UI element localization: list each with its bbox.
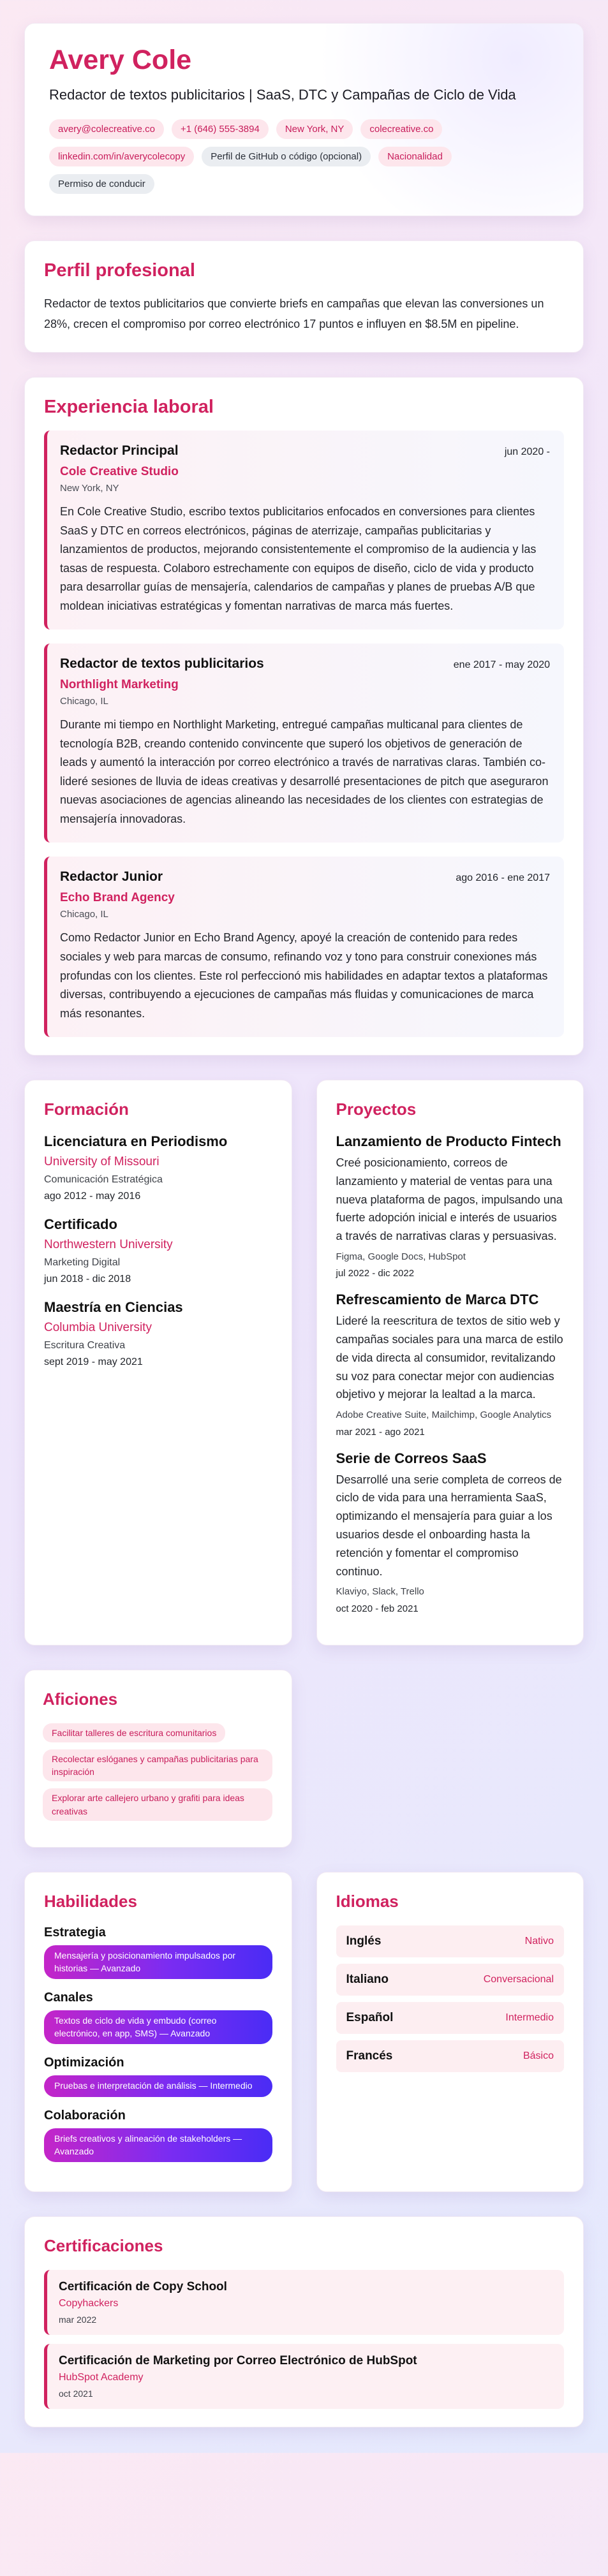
project-entry	[336, 1450, 565, 1614]
education-entry	[44, 1216, 272, 1285]
education-title: Formación	[44, 1100, 129, 1119]
job-location: Chicago, IL	[60, 696, 108, 707]
certification-entry	[44, 2270, 564, 2335]
hobbies-title: Aficiones	[43, 1689, 118, 1709]
summary-title: Perfil profesional	[44, 260, 195, 281]
email-chip[interactable]: avery@colecreative.co	[49, 119, 164, 139]
job-description: En Cole Creative Studio, escribo textos publicitarios enfocados en conversiones para clientes SaaS y DTC en correos electrónicos, páginas de aterrizaje, campañas publicitarias y lanzamientos de productos, mejorando consistentemente el compromiso de la audiencia y las tasas de respuesta. Colaboro estrechamente con equipos de diseño, ciclo de vida y producto para desarrollar guías de mensajería, calendarios de campañas y planes de pruebas A/B que moldean iniciativas estratégicas y fomentan narrativas de marca más fuertes.	[60, 505, 537, 612]
website-chip[interactable]: colecreative.co	[360, 119, 442, 139]
job-dates: jun 2020 -	[504, 446, 550, 458]
education-degree: Maestría en Ciencias	[44, 1299, 183, 1316]
skill-pill: Textos de ciclo de vida y embudo (correo electrónico, en app, SMS) — Avanzado	[44, 2010, 272, 2044]
certification-date: oct 2021	[59, 2388, 93, 2399]
languages-section	[316, 1872, 584, 2192]
job-description: Como Redactor Junior en Echo Brand Agency, apoyé la creación de contenido para redes sociales y web para marcas de consumo, refinando voz y tono para construir conexiones más profundas con los clientes. Este rol perfeccionó mis habilidades en adaptar textos a plataformas diversas, contribuyendo a ejecuciones de campañas más fluidas y comunicaciones de marca más resonantes.	[60, 931, 548, 1020]
phone-chip[interactable]: +1 (646) 555-3894	[172, 119, 269, 139]
language-level: Conversacional	[483, 1974, 554, 1985]
skills-languages-row	[24, 1872, 584, 2192]
skills-section	[24, 1872, 292, 2192]
summary-section	[24, 240, 584, 353]
hobby-chip: Recolectar eslóganes y campañas publicitarias para inspiración	[43, 1749, 272, 1782]
skill-category: Colaboración	[44, 2109, 126, 2123]
education-dates: ago 2012 - may 2016	[44, 1191, 141, 1202]
certification-issuer: HubSpot Academy	[59, 2372, 144, 2383]
driving-license-chip: Permiso de conducir	[49, 174, 154, 194]
header-card	[24, 23, 584, 216]
contact-chips	[49, 119, 563, 194]
linkedin-chip[interactable]: linkedin.com/in/averycolecopy	[49, 147, 194, 166]
certification-name: Certificación de Copy School	[59, 2280, 227, 2294]
certifications-section	[24, 2216, 584, 2427]
education-field: Comunicación Estratégica	[44, 1174, 163, 1186]
language-name: Italiano	[346, 1973, 389, 1987]
education-degree: Certificado	[44, 1216, 117, 1233]
hobbies-section	[24, 1670, 292, 1848]
education-school: University of Missouri	[44, 1155, 159, 1169]
education-entry	[44, 1299, 272, 1368]
education-school: Northwestern University	[44, 1238, 173, 1252]
languages-title: Idiomas	[336, 1892, 399, 1911]
project-tools: Adobe Creative Suite, Mailchimp, Google Analytics	[336, 1409, 552, 1421]
projects-section	[316, 1080, 584, 1645]
project-description: Desarrollé una serie completa de correos de ciclo de vida para una herramienta SaaS, optimizando el mensajería para guiar a los usuarios desde el onboarding hasta la retención y fomentar el compromiso continuo.	[336, 1473, 562, 1578]
education-field: Escritura Creativa	[44, 1340, 126, 1351]
job-title: Redactor Junior	[60, 869, 163, 885]
job-dates: ago 2016 - ene 2017	[456, 872, 550, 884]
hobby-chip: Facilitar talleres de escritura comunitarios	[43, 1723, 225, 1742]
skill-group	[44, 2109, 272, 2162]
project-description: Lideré la reescritura de textos de sitio web y campañas sociales para una marca de estilo de vida directa al consumidor, revitalizando su voz para conectar mejor con audiencias objetivo y mejorar la lealtad a la marca.	[336, 1314, 563, 1401]
education-school: Columbia University	[44, 1321, 152, 1335]
education-section	[24, 1080, 292, 1645]
project-name: Lanzamiento de Producto Fintech	[336, 1133, 561, 1150]
job-title: Redactor Principal	[60, 443, 179, 459]
language-name: Francés	[346, 2049, 393, 2063]
job-dates: ene 2017 - may 2020	[453, 659, 550, 671]
project-entry	[336, 1292, 565, 1437]
skill-group	[44, 1991, 272, 2044]
headline: Redactor de textos publicitarios | SaaS, DTC y Campañas de Ciclo de Vida	[49, 87, 516, 103]
project-entry	[336, 1133, 565, 1279]
project-name: Serie de Correos SaaS	[336, 1450, 487, 1466]
language-level: Nativo	[524, 1936, 554, 1947]
language-level: Intermedio	[505, 2012, 554, 2024]
language-row	[336, 2040, 565, 2072]
experience-section	[24, 377, 584, 1056]
skills-title: Habilidades	[44, 1892, 137, 1911]
github-chip[interactable]: Perfil de GitHub o código (opcional)	[202, 147, 371, 166]
job-company: Cole Creative Studio	[60, 465, 179, 479]
job-location: Chicago, IL	[60, 909, 108, 920]
project-description: Creé posicionamiento, correos de lanzamiento y material de ventas para una nueva plataforma de pagos, impulsando una fuerte adopción inicial e interés de usuarios a través de narrativas claras y persuasivas.	[336, 1156, 563, 1243]
job-company: Northlight Marketing	[60, 678, 179, 692]
job-description: Durante mi tiempo en Northlight Marketing, entregué campañas multicanal para clientes de tecnología B2B, creando contenido convincente que superó los objetivos de generación de leads y aumentó la interacción por correo electrónico a través de narrativas claras. También co-lideré sesiones de lluvia de ideas creativas y desarrollé presentaciones de pitch que aseguraron nuevas asociaciones de agencias alineando las necesidades de los clientes con estrategias de mensajería innovadoras.	[60, 718, 549, 825]
education-dates: jun 2018 - dic 2018	[44, 1274, 131, 1285]
education-projects-row	[24, 1080, 584, 1645]
certification-entry	[44, 2344, 564, 2409]
education-field: Marketing Digital	[44, 1257, 121, 1269]
skill-category: Canales	[44, 1991, 93, 2005]
job-entry	[44, 857, 564, 1037]
project-dates: oct 2020 - feb 2021	[336, 1603, 419, 1614]
job-entry	[44, 644, 564, 843]
language-row	[336, 2002, 565, 2034]
project-dates: jul 2022 - dic 2022	[336, 1268, 415, 1279]
skill-group	[44, 2056, 272, 2097]
skill-category: Estrategia	[44, 1925, 106, 1940]
experience-title: Experiencia laboral	[44, 397, 214, 418]
certifications-title: Certificaciones	[44, 2236, 163, 2256]
skill-group	[44, 1925, 272, 1979]
skill-pill: Pruebas e interpretación de análisis — Intermedio	[44, 2075, 272, 2097]
skill-category: Optimización	[44, 2056, 124, 2070]
project-tools: Klaviyo, Slack, Trello	[336, 1586, 424, 1598]
job-title: Redactor de textos publicitarios	[60, 656, 264, 672]
project-dates: mar 2021 - ago 2021	[336, 1426, 425, 1438]
education-entry	[44, 1133, 272, 1202]
education-degree: Licenciatura en Periodismo	[44, 1133, 228, 1150]
certification-issuer: Copyhackers	[59, 2298, 119, 2309]
language-name: Español	[346, 2011, 394, 2025]
candidate-name: Avery Cole	[49, 45, 192, 75]
language-level: Básico	[523, 2050, 554, 2062]
certification-name: Certificación de Marketing por Correo Electrónico de HubSpot	[59, 2354, 417, 2368]
summary-text: Redactor de textos publicitarios que convierte briefs en campañas que elevan las conversiones un 28%, crecen el compromiso por correo electrónico 17 puntos e influyen en $8.5M en pipeline.	[44, 297, 544, 330]
language-row	[336, 1925, 565, 1957]
language-name: Inglés	[346, 1934, 382, 1948]
hobby-chip: Explorar arte callejero urbano y grafiti para ideas creativas	[43, 1788, 272, 1821]
job-entry	[44, 431, 564, 629]
project-tools: Figma, Google Docs, HubSpot	[336, 1251, 466, 1263]
job-location: New York, NY	[60, 483, 119, 494]
certification-date: mar 2022	[59, 2315, 97, 2325]
skill-pill: Briefs creativos y alineación de stakeholders — Avanzado	[44, 2128, 272, 2162]
location-chip: New York, NY	[276, 119, 353, 139]
projects-title: Proyectos	[336, 1100, 417, 1119]
skill-pill: Mensajería y posicionamiento impulsados por historias — Avanzado	[44, 1945, 272, 1979]
language-row	[336, 1964, 565, 1996]
job-company: Echo Brand Agency	[60, 891, 175, 905]
project-name: Refrescamiento de Marca DTC	[336, 1292, 539, 1308]
nationality-chip: Nacionalidad	[378, 147, 452, 166]
education-dates: sept 2019 - may 2021	[44, 1357, 143, 1368]
